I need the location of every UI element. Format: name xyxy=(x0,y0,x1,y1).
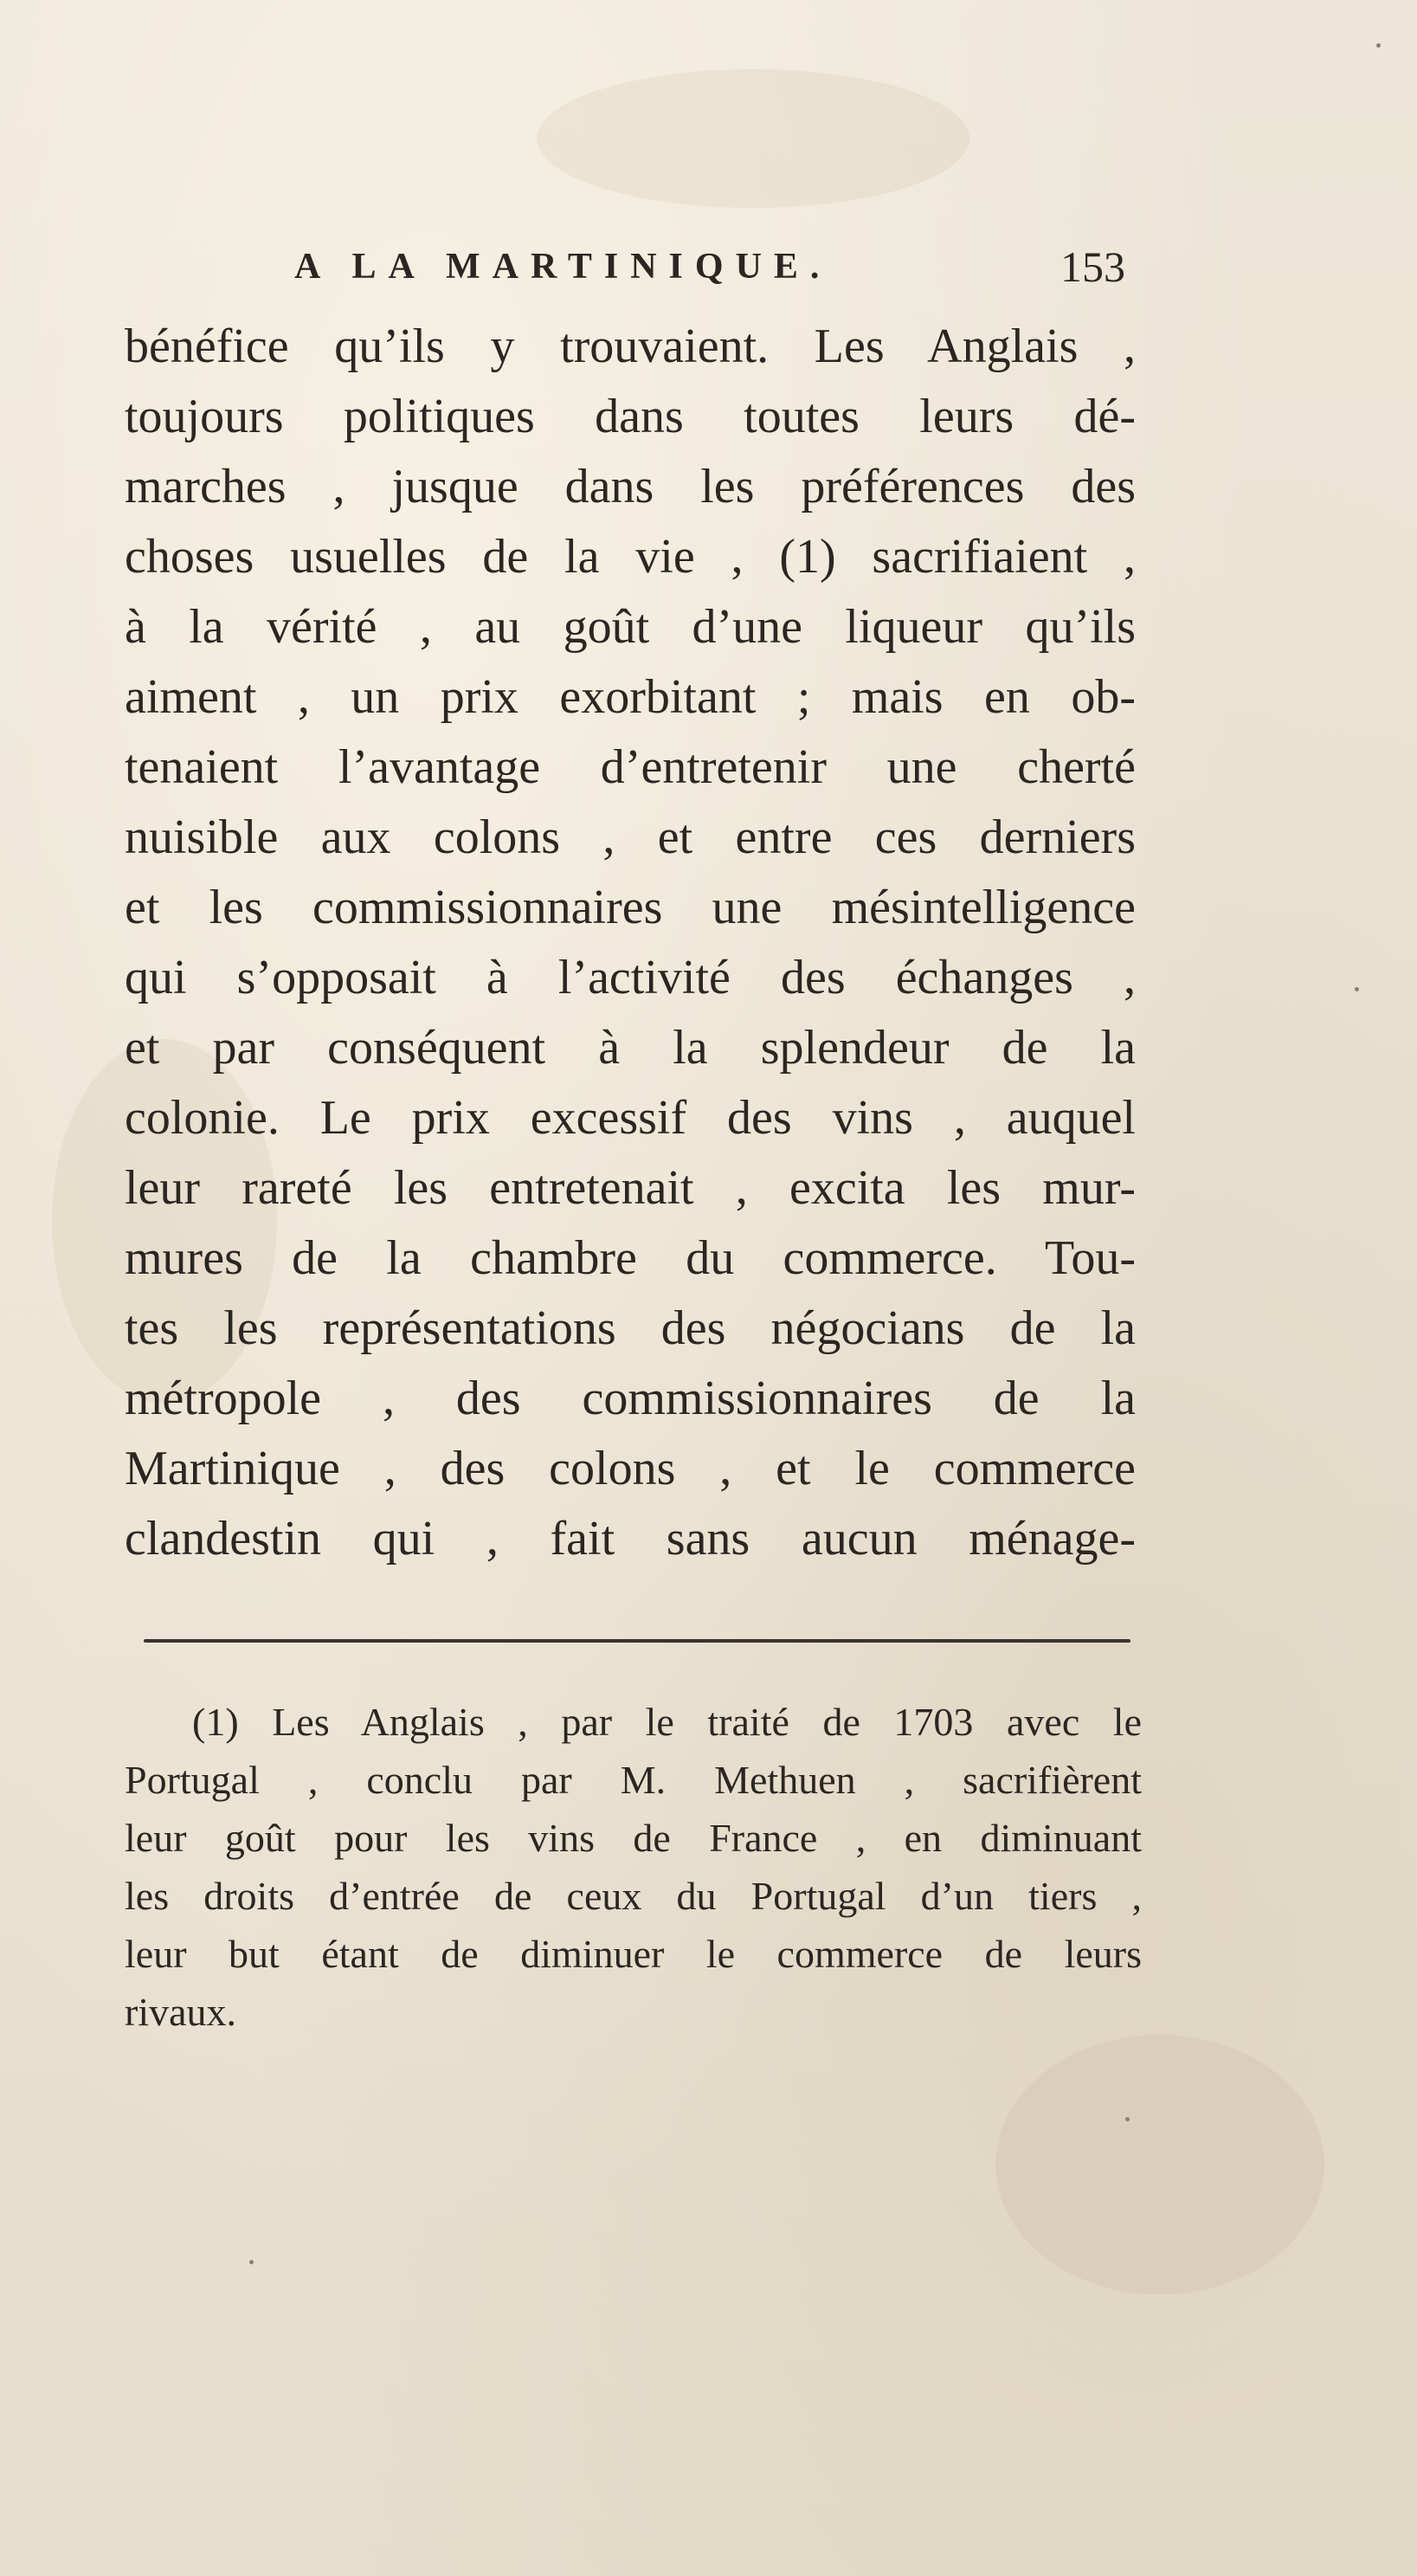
body-text xyxy=(125,312,1136,1574)
footnote-divider xyxy=(144,1639,1130,1643)
text-line: qui s’opposait à l’activité des échanges , xyxy=(125,951,1136,1004)
paper-speck xyxy=(249,2260,254,2264)
text-line: colonie. Le prix excessif des vins , auquel xyxy=(125,1091,1136,1145)
text-line: à la vérité , au goût d’une liqueur qu’ils xyxy=(125,600,1136,654)
text-line: tenaient l’avantage d’entretenir une cherté xyxy=(125,740,1136,794)
paper-stain xyxy=(537,69,969,208)
text-line: clandestin qui , fait sans aucun ménage- xyxy=(125,1512,1136,1566)
text-line: bénéfice qu’ils y trouvaient. Les Anglais , xyxy=(125,320,1136,373)
text-line: tes les représentations des négocians de la xyxy=(125,1301,1136,1355)
text-line: marches , jusque dans les préférences des xyxy=(125,460,1136,513)
text-line: et les commissionnaires une mésintelligence xyxy=(125,881,1136,934)
paper-speck xyxy=(1355,987,1359,991)
text-line: choses usuelles de la vie , (1) sacrifiaient , xyxy=(125,530,1136,584)
paper-stain xyxy=(995,2035,1324,2295)
text-line: nuisible aux colons , et entre ces derniers xyxy=(125,810,1136,864)
running-title: A LA MARTINIQUE. xyxy=(294,247,832,287)
footnote-line: Portugal , conclu par M. Methuen , sacrifièrent xyxy=(125,1758,1142,1802)
footnote-line: les droits d’entrée de ceux du Portugal d’un tiers , xyxy=(125,1874,1142,1918)
text-line: mures de la chambre du commerce. Tou- xyxy=(125,1231,1136,1285)
footnote-line: rivaux. xyxy=(125,1990,237,2034)
footnote-line: (1) Les Anglais , par le traité de 1703 avec le xyxy=(192,1700,1142,1744)
text-line: Martinique , des colons , et le commerce xyxy=(125,1442,1136,1495)
running-head xyxy=(294,241,1125,293)
text-line: et par conséquent à la splendeur de la xyxy=(125,1021,1136,1075)
paper-speck xyxy=(1376,43,1381,48)
text-line: leur rareté les entretenait , excita les mur- xyxy=(125,1161,1136,1215)
text-line: aiment , un prix exorbitant ; mais en ob- xyxy=(125,670,1136,724)
page-number: 153 xyxy=(1060,242,1125,291)
footnote-line: leur but étant de diminuer le commerce de leurs xyxy=(125,1932,1142,1976)
footnote xyxy=(125,1693,1142,2041)
text-line: métropole , des commissionnaires de la xyxy=(125,1372,1136,1425)
paper-speck xyxy=(1125,2117,1130,2121)
footnote-line: leur goût pour les vins de France , en diminuant xyxy=(125,1816,1142,1860)
text-line: toujours politiques dans toutes leurs dé- xyxy=(125,390,1136,443)
